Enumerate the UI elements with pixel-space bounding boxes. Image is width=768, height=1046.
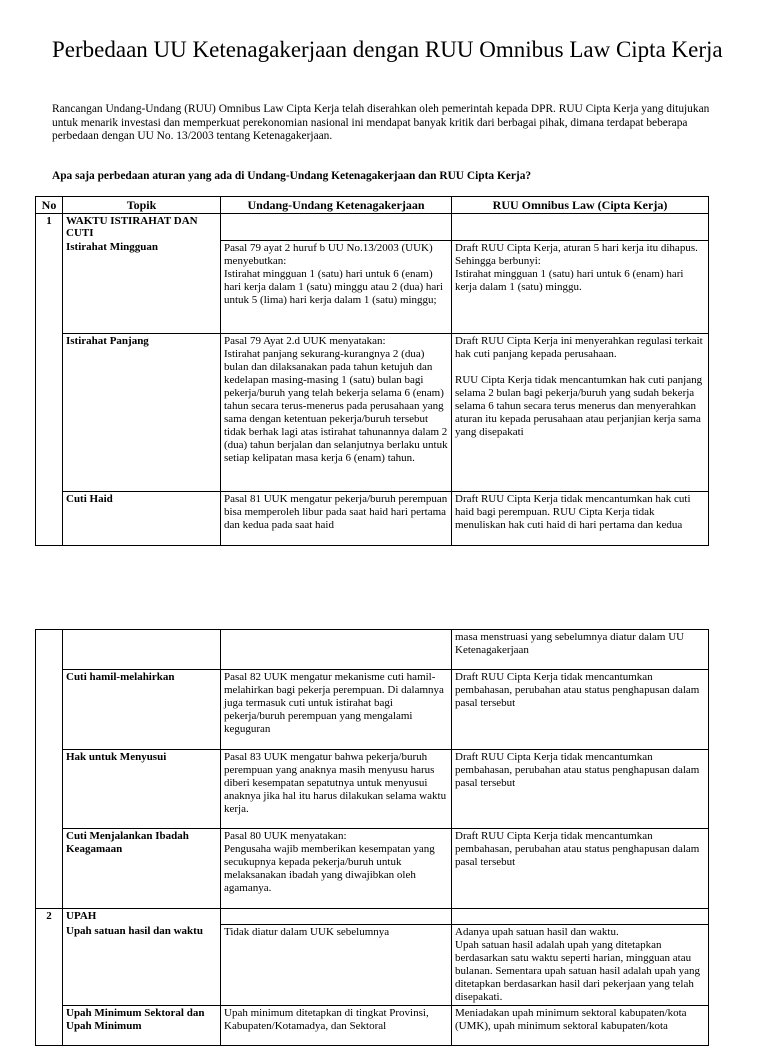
intro-paragraph: Rancangan Undang-Undang (RUU) Omnibus Law Cipta Kerja telah diserahkan oleh pemerintah kepada DPR. RUU Cipta Kerja yang ditujukan untuk menarik investasi dan memperkuat perekonomian nasional ini mendapat banyak kritik dari berbagai pihak, dimana terdapat beberapa perbedaan dengan UU No. 13/2003 tentang Ketenagakerjaan. [52,103,710,143]
row-uu-text [221,750,452,829]
section-title: UPAH [63,909,221,925]
header-no: No [36,197,63,214]
table-row [36,670,709,750]
ruu-paragraph: Draft RUU Cipta Kerja, aturan 5 hari kerja itu dihapus. Sehingga berbunyi: [455,241,698,267]
row-ruu-text [452,491,709,545]
ruu-paragraph: RUU Cipta Kerja tidak mencantumkan hak cuti panjang selama 2 bulan bagi pekerja/buruh yang sudah bekerja selama 6 tahun secara terus menerus dan menyerahkan aturan itu kepada perusahaan atau perjanjian kerja sama yang disepakati [455,373,703,438]
ruu-paragraph: Draft RUU Cipta Kerja tidak mencantumkan hak cuti haid bagi perempuan. RUU Cipta Kerja tidak menuliskan hak cuti haid di hari pertama dan kedua [455,492,691,531]
table-row [36,491,709,545]
table-cell-empty [452,214,709,241]
header-ruu: RUU Omnibus Law (Cipta Kerja) [452,197,709,214]
table-cell-no [36,491,63,545]
table-row [36,924,709,1005]
table-cell-no [36,670,63,750]
uu-paragraph: Pasal 81 UUK mengatur pekerja/buruh perempuan bisa memperoleh libur pada saat haid hari pertama dan kedua pada saat haid [224,492,448,531]
table-cell-no [36,750,63,829]
row-uu-text [221,670,452,750]
table-cell-no [36,240,63,333]
row-ruu-text [452,829,709,909]
section-row [36,214,709,241]
ruu-paragraph: Draft RUU Cipta Kerja ini menyerahkan regulasi terkait hak cuti panjang kepada perusahaan. [455,334,703,360]
uu-paragraph: Pasal 83 UUK mengatur bahwa pekerja/buruh perempuan yang anaknya masih menyusu harus diberi kesempatan sepatutnya untuk menyusui anaknya jika hal itu harus dilakukan selama waktu kerja. [224,751,447,815]
uu-paragraph: Pasal 79 Ayat 2.d UUK menyatakan: [224,334,386,347]
question-heading: Apa saja perbedaan aturan yang ada di Undang-Undang Ketenagakerjaan dan RUU Cipta Kerja? [52,170,532,182]
row-topic: Upah Minimum Sektoral dan Upah Minimum [63,1005,221,1045]
row-ruu-text [452,630,709,670]
row-topic: Upah satuan hasil dan waktu [63,924,221,1005]
uu-paragraph: Pengusaha wajib memberikan kesempatan yang secukupnya kepada pekerja/buruh untuk melaksanakan ibadah yang diwajibkan oleh agamanya. [224,843,435,894]
section-title: WAKTU ISTIRAHAT DAN CUTI [63,214,221,241]
row-uu-text [221,240,452,333]
ruu-paragraph: Draft RUU Cipta Kerja tidak mencantumkan pembahasan, perubahan atau status penghapusan dalam pasal tersebut [455,751,700,789]
uu-paragraph: Upah minimum ditetapkan di tingkat Provinsi, Kabupaten/Kotamadya, dan Sektoral [224,1006,429,1032]
header-topik: Topik [63,197,221,214]
table-cell-no [36,1005,63,1045]
table-cell-empty [221,909,452,925]
row-ruu-text [452,924,709,1005]
row-topic: Istirahat Mingguan [63,240,221,333]
row-topic: Istirahat Panjang [63,333,221,491]
uu-paragraph: Tidak diatur dalam UUK sebelumnya [224,925,390,938]
uu-paragraph: Pasal 79 ayat 2 huruf b UU No.13/2003 (UUK) menyebutkan: [224,241,433,267]
table-cell-no [36,333,63,491]
row-ruu-text [452,670,709,750]
table-row [36,630,709,670]
ruu-paragraph: masa menstruasi yang sebelumnya diatur dalam UU Ketenagakerjaan [455,631,685,656]
ruu-paragraph: Draft RUU Cipta Kerja tidak mencantumkan pembahasan, perubahan atau status penghapusan dalam pasal tersebut [455,830,700,868]
comparison-table-page-2 [35,629,709,1046]
section-number: 1 [36,214,63,241]
ruu-paragraph: Meniadakan upah minimum sektoral kabupaten/kota (UMK), upah minimum sektoral kabupaten/kota [455,1006,687,1032]
uu-paragraph: Pasal 80 UUK menyatakan: [224,830,347,842]
table-cell-no [36,630,63,670]
row-ruu-text [452,1005,709,1045]
table-row [36,240,709,333]
table-row [36,829,709,909]
row-topic: Cuti hamil-melahirkan [63,670,221,750]
ruu-paragraph: Adanya upah satuan hasil dan waktu. [455,925,619,938]
row-topic: Cuti Menjalankan Ibadah Keagamaan [63,829,221,909]
table-row [36,333,709,491]
ruu-paragraph: Draft RUU Cipta Kerja tidak mencantumkan pembahasan, perubahan atau status penghapusan dalam pasal tersebut [455,671,700,709]
row-topic [63,630,221,670]
document-title: Perbedaan UU Ketenagakerjaan dengan RUU Omnibus Law Cipta Kerja [52,37,723,62]
table-cell-empty [221,214,452,241]
comparison-table-page-1 [35,196,709,546]
section-row [36,909,709,925]
row-ruu-text [452,333,709,491]
section-number: 2 [36,909,63,925]
header-uu: Undang-Undang Ketenagakerjaan [221,197,452,214]
row-ruu-text [452,750,709,829]
table-row [36,1005,709,1045]
row-uu-text [221,333,452,491]
table-header-row [36,197,709,214]
table-cell-no [36,829,63,909]
paragraph-gap [455,361,705,374]
table-row [36,750,709,829]
row-uu-text [221,924,452,1005]
row-uu-text [221,829,452,909]
row-uu-text [221,1005,452,1045]
row-uu-text [221,491,452,545]
ruu-paragraph: Upah satuan hasil adalah upah yang ditetapkan berdasarkan satu waktu seperti harian, mingguan atau bulanan. Sementara upah satuan hasil adalah upah yang ditetapkan berdasarkan hasil dari pekerjaan yang telah disepakati. [455,938,700,1003]
ruu-paragraph: Istirahat mingguan 1 (satu) hari untuk 6 (enam) hari kerja dalam 1 (satu) minggu. [455,267,684,293]
row-uu-text [221,630,452,670]
row-topic: Hak untuk Menyusui [63,750,221,829]
table-cell-no [36,924,63,1005]
uu-paragraph: Istirahat mingguan 1 (satu) hari untuk 6 (enam) hari kerja dalam 1 (satu) minggu atau 2 (dua) hari untuk 5 (lima) hari kerja dalam 1 (satu) minggu; [224,267,444,306]
uu-paragraph: Pasal 82 UUK mengatur mekanisme cuti hamil-melahirkan bagi pekerja perempuan. Di dalamnya juga termasuk cuti untuk istirahat bagi pekerja/buruh perempuan yang mengalami keguguran [224,671,444,735]
row-ruu-text [452,240,709,333]
row-topic: Cuti Haid [63,491,221,545]
uu-paragraph: Istirahat panjang sekurang-kurangnya 2 (dua) bulan dan dilaksanakan pada tahun ketujuh dan kedelapan masing-masing 1 (satu) bulan bagi pekerja/buruh yang telah bekerja selama 6 (enam) tahun secara terus-menerus pada perusahaan yang sama dengan ketentuan pekerja/buruh tersebut tidak berhak lagi atas istirahat tahunannya dalam 2 (dua) tahun berjalan dan selanjutnya berlaku untuk setiap kelipatan masa kerja 6 (enam) tahun. [224,347,448,464]
table-cell-empty [452,909,709,925]
